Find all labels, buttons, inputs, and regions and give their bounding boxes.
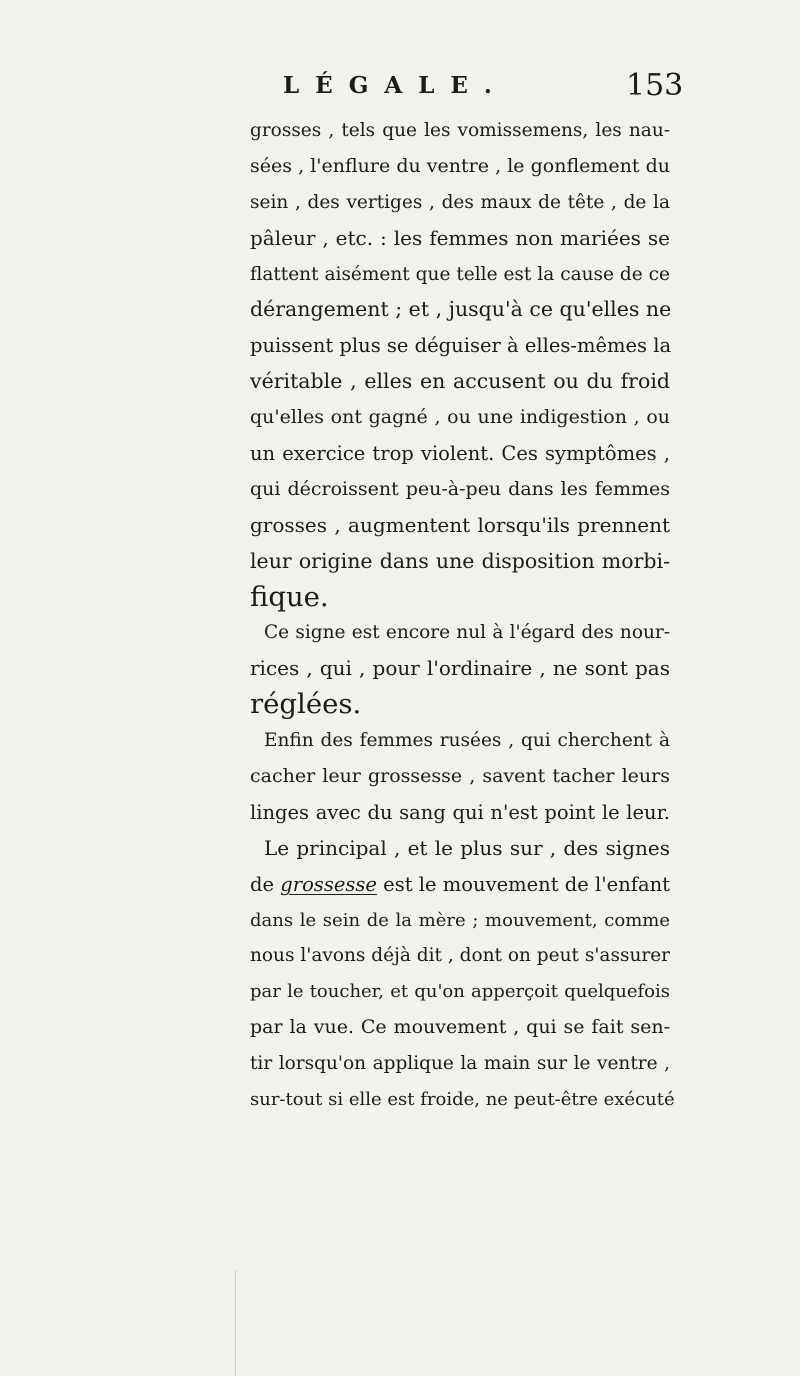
emphasized-word: grossesse: [280, 872, 377, 896]
text-line: sées , l'enflure du ventre , le gonflement du: [250, 154, 670, 177]
text-line: par la vue. Ce mouvement , qui se fait sen-: [250, 1016, 670, 1039]
text-line: véritable , elles en accusent ou du froid: [250, 369, 670, 394]
body-text: [250, 113, 675, 1118]
text-line: leur origine dans une disposition morbi-: [250, 548, 670, 573]
text-line: qu'elles ont gagné , ou une indigestion , ou: [250, 406, 670, 429]
text-line: cacher leur grossesse , savent tacher leurs: [250, 765, 670, 788]
text-line: rices , qui , pour l'ordinaire , ne sont pas: [250, 656, 670, 681]
text-line: nous l'avons déjà dit , dont on peut s'assurer: [250, 945, 670, 967]
text-fragment: est le mouvement de l'enfant: [376, 872, 670, 896]
text-line: sur-tout si elle est froide, ne peut-être exécuté: [250, 1089, 675, 1111]
text-line: sein , des vertiges , des maux de tête , de la: [250, 191, 670, 213]
text-line: tir lorsqu'on applique la main sur le ventre ,: [250, 1053, 670, 1075]
text-line: qui décroissent peu-à-peu dans les femmes: [250, 477, 670, 500]
text-line: réglées.: [250, 688, 362, 721]
text-line: un exercice trop violent. Ces symptômes ,: [250, 442, 670, 466]
text-line: Enfin des femmes rusées , qui cherchent à: [264, 730, 670, 752]
text-line: pâleur , etc. : les femmes non mariées se: [250, 225, 670, 250]
text-line: par le toucher, et qu'on apperçoit quelquefois: [250, 981, 670, 1003]
text-line: grosses , tels que les vomissemens, les nau-: [250, 120, 670, 141]
text-line: Ce signe est encore nul à l'égard des nour-: [264, 622, 670, 644]
page-header: [0, 68, 800, 112]
text-line: flattent aisément que telle est la cause de ce: [250, 263, 670, 285]
text-line: puissent plus se déguiser à elles-mêmes la: [250, 334, 672, 358]
text-line: dans le sein de la mère ; mouvement, comme: [250, 909, 670, 931]
running-head: LÉGALE.: [283, 72, 508, 99]
page-edge: [235, 1270, 256, 1376]
text-fragment: de: [250, 872, 281, 896]
text-line: grosses , augmentent lorsqu'ils prennent: [250, 512, 670, 537]
text-line: fique.: [250, 580, 329, 613]
text-line-with-emphasis: [250, 867, 670, 903]
text-line: linges avec du sang qui n'est point le leur.: [250, 800, 670, 824]
page-number: 153: [626, 68, 684, 103]
text-line: Le principal , et le plus sur , des signes: [264, 835, 670, 860]
text-line: dérangement ; et , jusqu'à ce qu'elles ne: [250, 297, 672, 322]
